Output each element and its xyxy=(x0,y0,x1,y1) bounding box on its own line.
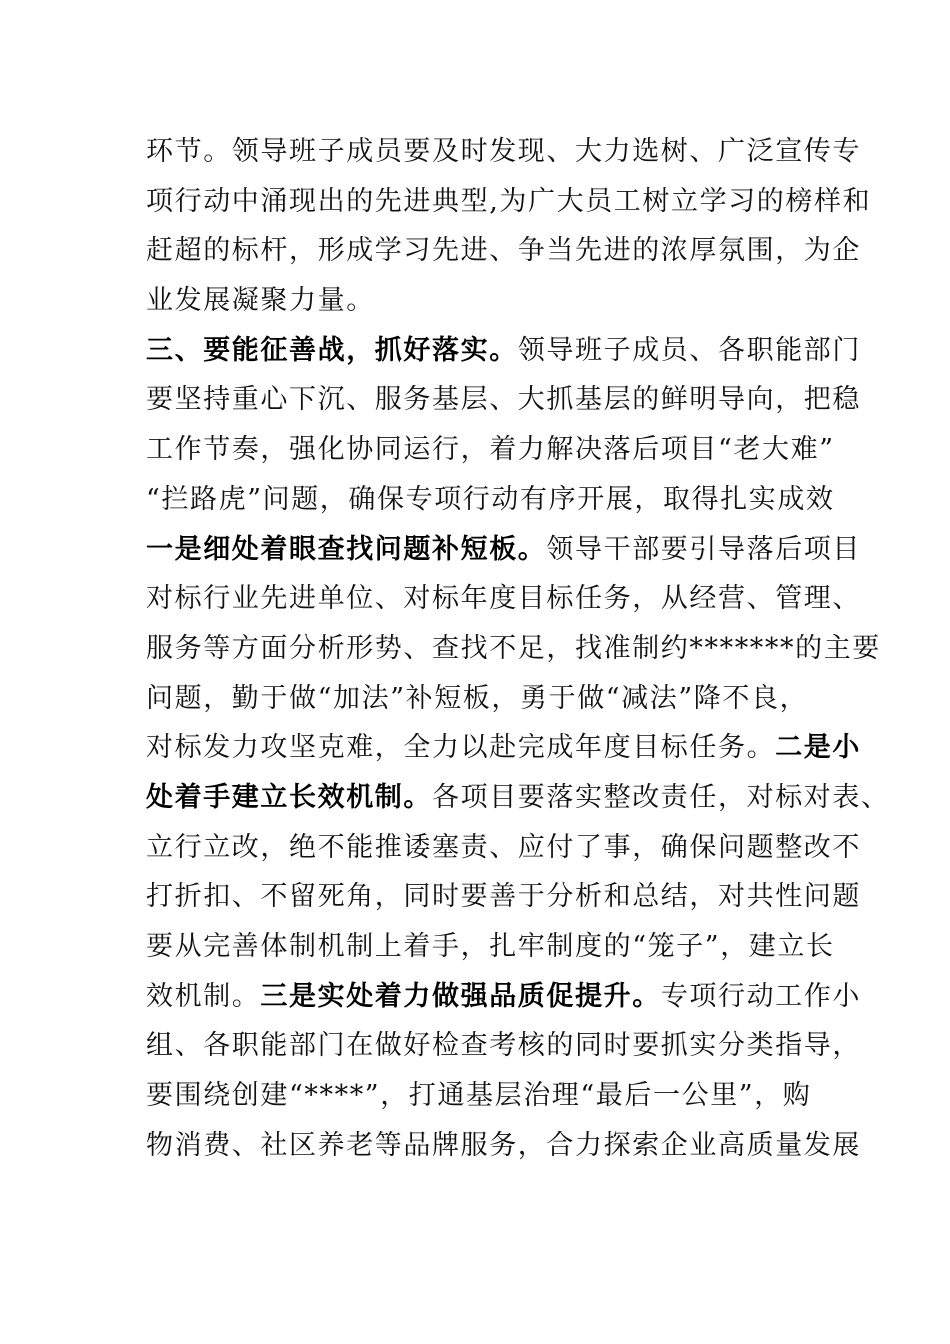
bold-phrase: 二是小 xyxy=(775,732,862,764)
text-run: 问题，勤于做“加法”补短板，勇于做“减法”降不良， xyxy=(146,682,809,714)
text-line-11 xyxy=(146,624,881,674)
text-line-7 xyxy=(146,425,835,475)
text-run: 打折扣、不留死角，同时要善于分析和总结，对共性问题 xyxy=(146,881,861,913)
text-run: 工作节奏，强化协同运行，着力解决落后项目“老大难” xyxy=(146,434,835,466)
bold-phrase: 一是细处着眼查找问题补短板。 xyxy=(146,533,547,565)
text-run: 业发展凝聚力量。 xyxy=(146,285,375,317)
text-line-15 xyxy=(146,823,861,873)
document-body xyxy=(146,127,890,1170)
text-line-1 xyxy=(146,127,861,177)
text-line-20 xyxy=(146,1071,826,1121)
text-line-5 xyxy=(146,326,862,376)
bold-phrase: 三是实处着力做强品质促提升。 xyxy=(260,980,661,1012)
text-line-6 xyxy=(146,375,861,425)
text-run: 专项行动工作小 xyxy=(660,980,862,1012)
text-run: 领导干部要引导落后项目 xyxy=(546,533,862,565)
bold-phrase: 处着手建立长效机制。 xyxy=(146,781,432,813)
text-line-2 xyxy=(146,177,872,227)
text-line-10 xyxy=(146,574,861,624)
text-line-19 xyxy=(146,1021,861,1071)
text-run: 各项目要落实整改责任，对标对表、 xyxy=(432,781,890,813)
text-run: 要从完善体制机制上着手，扎牢制度的“笼子”，建立长 xyxy=(146,931,835,962)
text-line-17 xyxy=(146,922,835,972)
text-line-16 xyxy=(146,872,861,922)
text-line-4 xyxy=(146,276,826,326)
text-run: 立行立改，绝不能推诿塞责、应付了事，确保问题整改不 xyxy=(146,831,861,863)
text-run: 组、各职能部门在做好检查考核的同时要抓实分类指导， xyxy=(146,1030,861,1062)
text-line-14 xyxy=(146,773,890,823)
text-run: 环节。领导班子成员要及时发现、大力选树、广泛宣传专 xyxy=(146,136,861,167)
text-line-3 xyxy=(146,226,861,276)
text-run: 赶超的标杆，形成学习先进、争当先进的浓厚氛围，为企 xyxy=(146,235,861,267)
text-line-12 xyxy=(146,674,826,724)
text-line-13 xyxy=(146,723,862,773)
text-run: 领导班子成员、各职能部门 xyxy=(517,334,862,366)
text-run: 项行动中涌现出的先进典型,为广大员工树立学习的榜样和 xyxy=(146,185,872,217)
text-run: 效机制。 xyxy=(146,980,261,1012)
text-run: “拦路虎”问题，确保专项行动有序开展，取得扎实成效 xyxy=(146,483,835,515)
section-heading: 三、要能征善战，抓好落实。 xyxy=(146,334,518,366)
text-run: 对标行业先进单位、对标年度目标任务，从经营、管理、 xyxy=(146,583,861,615)
text-run: 要围绕创建“****”，打通基层治理“最后一公里”，购 xyxy=(146,1080,812,1112)
text-line-8 xyxy=(146,475,835,525)
text-line-21 xyxy=(146,1121,861,1171)
text-run: 对标发力攻坚克难，全力以赴完成年度目标任务。 xyxy=(146,732,776,764)
text-run: 服务等方面分析形势、查找不足，找准制约*******的主要 xyxy=(146,632,881,664)
text-line-18 xyxy=(146,972,862,1022)
text-run: 物消费、社区养老等品牌服务，合力探索企业高质量发展 xyxy=(146,1129,861,1161)
text-line-9 xyxy=(146,525,862,575)
text-run: 要坚持重心下沉、服务基层、大抓基层的鲜明导向，把稳 xyxy=(146,384,861,416)
